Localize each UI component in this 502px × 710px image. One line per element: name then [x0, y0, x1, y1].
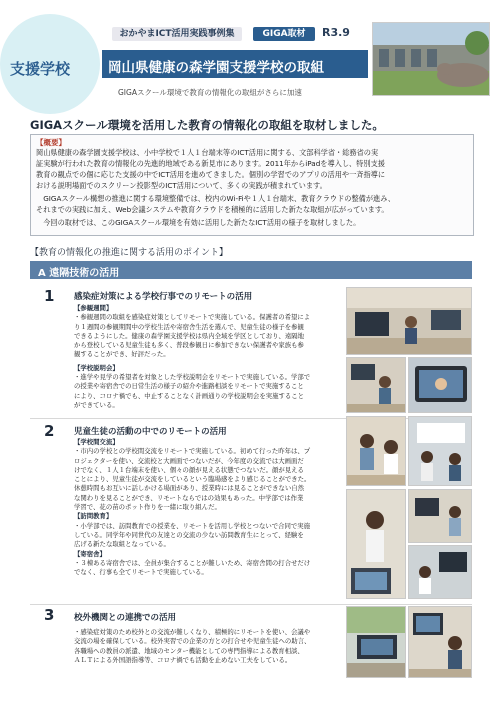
remote-class-photo: [346, 357, 406, 413]
item-line: な関わりを見ることができ、リモートならではの効果もあった。中学部では作業: [74, 493, 304, 502]
item-line: により、コロナ禍でも、中止することなく計画通りの学校説明会を実施すること: [74, 391, 305, 400]
item-line: 観することができ、好評だった。: [74, 350, 170, 359]
lead-heading: GIGAスクール環境を活用した教育の情報化の取組を取材しました。: [30, 118, 384, 132]
item-body: [74, 628, 342, 665]
item-line: 【参観週間】: [74, 304, 113, 312]
item-line: の授業や寄宿舎での日常生活の様子の紹介や進路相談をリモートで実施すること: [74, 382, 304, 391]
issue-date: R3.9: [322, 26, 350, 39]
school-type-label: 支援学校: [10, 60, 71, 78]
item-line: ロジェクターを使い、交流校と大画面でつないだが、今年度の交流では大画面だ: [74, 456, 304, 465]
giga-tag: GIGA取材: [253, 27, 315, 41]
summary-line: 岡山県健康の森学園支援学校は、小中学校で１人１台端末等のICT活用に関する、文部科学省・総務省の実: [36, 148, 379, 157]
item-line: ことにより、児童生徒が交流をしているという臨場感をより感じることができた。: [74, 475, 311, 484]
item-title: 校外機関との連携での活用: [74, 613, 177, 623]
summary-line: 証実験が行われた教育の情報化の先進的地域である新見市にあります。2011年からiPadを導入し、特別支援: [36, 159, 385, 168]
points-heading: 【教育の情報化の推進に関する活用のポイント】: [30, 248, 229, 258]
item-number: 1: [44, 287, 55, 305]
item-body: [74, 304, 342, 410]
summary-line: おける説明場面でのスクリーン投影型のICT活用について、多くの実践が積まれています。: [36, 181, 327, 190]
page-header: [0, 0, 502, 110]
summary-line: 今回の取材では、このGIGAスクール環境を有効に活用した新たなICT活用の様子を取材しました。: [36, 218, 361, 227]
page-title: 岡山県健康の森学園支援学校の取組: [108, 60, 324, 76]
item-body: [74, 438, 342, 577]
item-line: 【学校間交流】: [74, 438, 119, 446]
remote-visit-photo: [346, 287, 472, 355]
item-line: 交流の場を確保している。校外実習での企業の方との打合せや児童生徒への助言、: [74, 637, 311, 646]
exchange-class-photo: [408, 416, 472, 486]
item-line: から登校している児童生徒も多く、普段参観日に参加できない保護者や家族も参: [74, 341, 304, 350]
summary-label: 【概要】: [36, 138, 66, 147]
item-line: ・参観週間の取組を感染症対策としてリモートで実施している。保護者の希望によ: [74, 313, 311, 322]
item-line: ・感染症対策のため校外との交流が難しくなり、積極的にリモートを使い、会議や: [74, 628, 311, 636]
item-line: している。同学年や同世代の友達との交流の少ない訪問教育生にとって、経験を: [74, 530, 304, 539]
item-line: けでなく、１人１台端末を使い、個々の顔が見える状態でつないだ。顔が見える: [74, 465, 304, 474]
item-line: り１週間の参観期間中の学校生活や寄宿舎生活を選んで、児童生徒の様子を参観: [74, 322, 304, 331]
divider: [30, 604, 472, 605]
page-subtitle: GIGAスクール環境で教育の情報化の取組がさらに加速: [118, 88, 302, 97]
alt-lesson-photo: [408, 606, 472, 678]
item-line: ＡＬＴによる外国語指導等、コロナ禍でも活動を止めない工夫をしている。: [74, 655, 292, 664]
item-title: 児童生徒の活動の中でのリモートの活用: [74, 427, 227, 437]
item-line: ができている。: [74, 400, 119, 409]
item-line: 各職場への教員の派遣、地域のセンター機能としての専門指導による教育相談、: [74, 646, 304, 655]
item-line: ・小学部では、訪問教育での授業を、リモートを活用し学校とつないで合同で実施: [74, 521, 311, 530]
summary-line: それまでの実践に加え、Web会議システムや教育クラウドを積極的に活用した新たな取組が広がっています。: [36, 205, 389, 214]
item-line: 学習で、花の苗のポット作りを一緒に取り組んだ。: [74, 503, 221, 512]
students-tablet-photo: [346, 416, 406, 486]
school-building-photo: [372, 22, 490, 96]
item-line: ・３棟ある寄宿舎では、全員が集合することが難しいため、寄宿舎間の打合せだけ: [74, 558, 311, 567]
section-title: A 遠隔技術の活用: [38, 268, 120, 279]
item-line: 【訪問教育】: [74, 512, 113, 521]
item-line: 【寄宿舎】: [74, 549, 106, 558]
series-label: おかやまICT活用実践事例集: [112, 27, 242, 41]
home-visit-photo: [346, 489, 406, 599]
item-title: 感染症対策による学校行事でのリモートの活用: [74, 292, 253, 302]
item-line: ・市内の学校との学校間交流をリモートで実施している。初めて行った昨年は、プ: [74, 447, 311, 456]
item-line: 休憩時間もお互いに話しかける場面があり、授業時には見ることができない自然: [74, 484, 305, 493]
summary-line: 教育の観点での個に応じた支援の中でICT活用を進めてきました。個別の学習でのアプリの活用や一斉指導に: [36, 170, 386, 179]
partner-meeting-photo: [346, 606, 406, 678]
item-line: 【学校説明会】: [74, 363, 119, 372]
item-line: でなく、行事も全てリモートで実施している。: [74, 568, 208, 577]
item-number: 3: [44, 606, 55, 624]
meeting-photo: [408, 545, 472, 599]
tablet-screen-photo: [408, 357, 472, 413]
item-line: 広げる新たな取組となっている。: [74, 540, 170, 549]
item-line: できるようにした。健康の森学園支援学校は県内全域を学区としており、遠隔地: [74, 331, 305, 340]
item-number: 2: [44, 422, 55, 440]
item-line: ・進学や見学の希望者を対象とした学校説明会をリモートで実施している。学部で: [74, 373, 311, 382]
dormitory-photo: [408, 489, 472, 543]
summary-line: GIGAスクール構想の推進に関する環境整備では、校内のWi-Fiや１人１台端末、教育クラウドの整備が進み、: [36, 194, 396, 203]
